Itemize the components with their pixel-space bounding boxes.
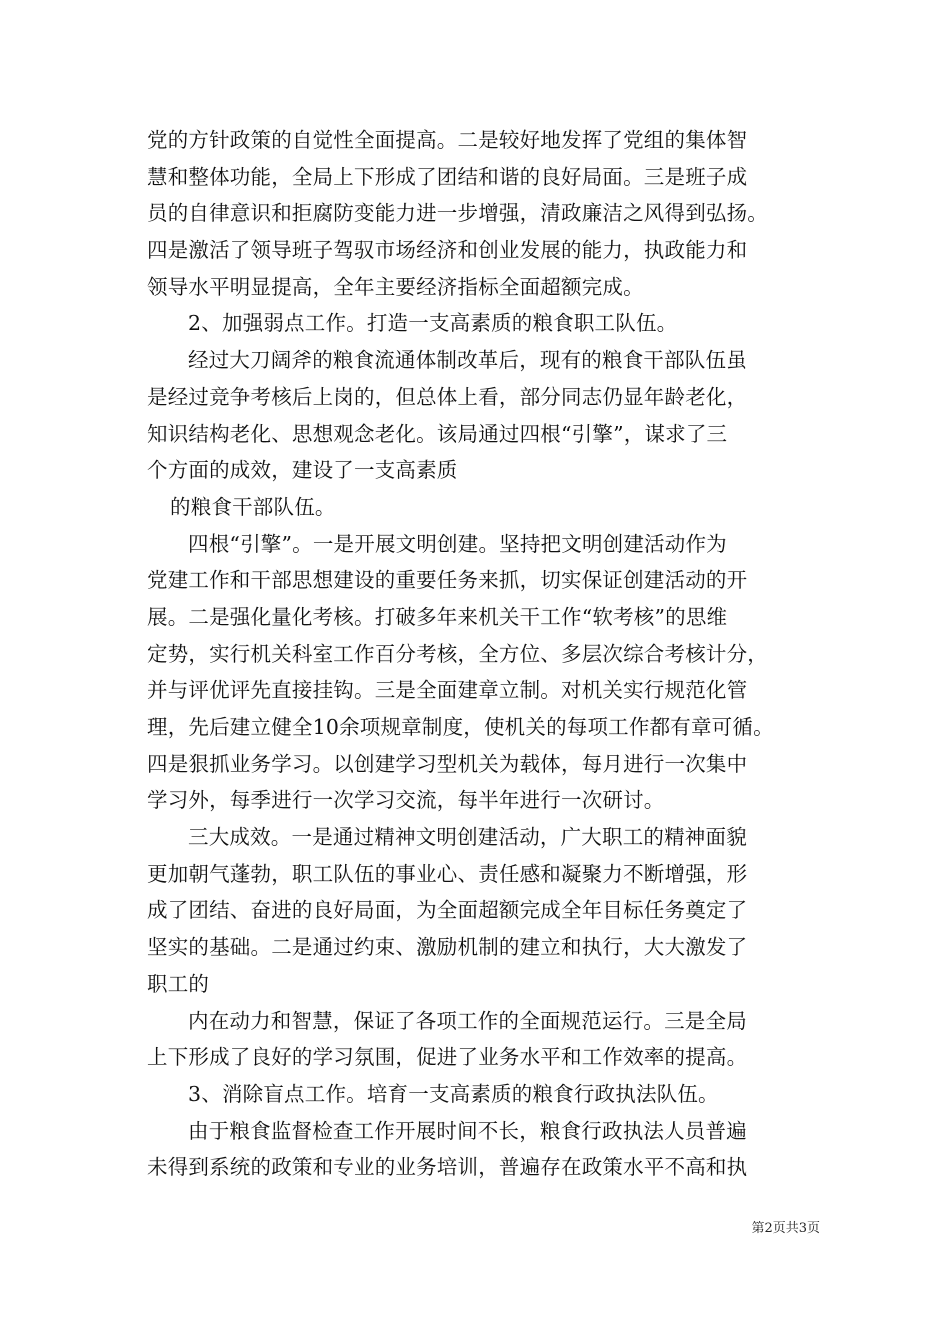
text-line: 成了团结、奋进的良好局面，为全面超额完成全年目标任务奠定了 [147, 898, 748, 923]
text-line: 由于粮食监督检查工作开展时间不长，粮食行政执法人员普遍 [188, 1118, 747, 1143]
document-body [147, 122, 815, 1186]
text-line: 内在动力和智慧，保证了各项工作的全面规范运行。三是全局 [188, 1008, 747, 1033]
text-line: 展。二是强化量化考核。打破多年来机关干工作“软考核”的思维 [147, 604, 728, 629]
text-line: 员的自律意识和拒腐防变能力进一步增强，清政廉洁之风得到弘扬。 [147, 201, 768, 226]
text-line: 更加朝气蓬勃，职工队伍的事业心、责任感和凝聚力不断增强，形 [147, 861, 748, 886]
section-heading: 2、加强弱点工作。打造一支高素质的粮食职工队伍。 [188, 311, 678, 336]
text-line: 党的方针政策的自觉性全面提高。二是较好地发挥了党组的集体智 [147, 128, 748, 152]
section-heading: 3、消除盲点工作。培育一支高素质的粮食行政执法队伍。 [188, 1081, 719, 1106]
page-number-footer: 第2页共3页 [751, 1221, 820, 1236]
text-line: 三大成效。一是通过精神文明创建活动，广大职工的精神面貌 [188, 825, 747, 850]
text-line: 坚实的基础。二是通过约束、激励机制的建立和执行，大大激发了 [147, 935, 748, 960]
text-line: 理，先后建立健全10余项规章制度，使机关的每项工作都有章可循。 [147, 715, 774, 739]
text-line: 四根“引擎”。一是开展文明创建。坚持把文明创建活动作为 [188, 531, 727, 556]
text-line: 的粮食干部队伍。 [170, 494, 336, 519]
text-line: 并与评优评先直接挂钩。三是全面建章立制。对机关实行规范化管 [147, 678, 748, 703]
text-line: 上下形成了良好的学习氛围，促进了业务水平和工作效率的提高。 [147, 1045, 748, 1070]
text-line: 四是激活了领导班子驾驭市场经济和创业发展的能力，执政能力和 [147, 238, 748, 263]
text-line: 个方面的成效，建设了一支高素质 [147, 458, 458, 483]
text-line: 是经过竞争考核后上岗的，但总体上看，部分同志仍显年龄老化， [147, 384, 748, 409]
text-line: 学习外，每季进行一次学习交流，每半年进行一次研讨。 [147, 788, 665, 813]
text-line: 慧和整体功能，全局上下形成了团结和谐的良好局面。三是班子成 [147, 164, 748, 189]
text-line: 党建工作和干部思想建设的重要任务来抓，切实保证创建活动的开 [147, 568, 748, 593]
text-line: 未得到系统的政策和专业的业务培训，普遍存在政策水平不高和执 [147, 1155, 748, 1180]
text-line: 职工的 [147, 971, 210, 996]
text-line: 四是狠抓业务学习。以创建学习型机关为载体，每月进行一次集中 [147, 751, 748, 776]
text-line: 领导水平明显提高，全年主要经济指标全面超额完成。 [147, 274, 644, 299]
text-line: 知识结构老化、思想观念老化。该局通过四根“引擎”，谋求了三 [147, 421, 728, 446]
text-line: 经过大刀阔斧的粮食流通体制改革后，现有的粮食干部队伍虽 [188, 348, 747, 373]
text-line: 定势，实行机关科室工作百分考核，全方位、多层次综合考核计分， [147, 641, 768, 666]
